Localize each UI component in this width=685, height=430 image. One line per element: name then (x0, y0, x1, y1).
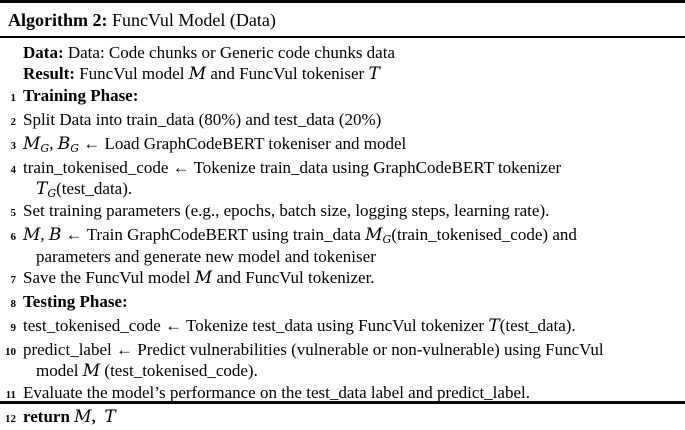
math-symbol: $M_G$ (365, 225, 392, 246)
math-symbol: M (82, 361, 101, 381)
line-text (23, 267, 681, 289)
math-symbol: T (488, 316, 500, 336)
algorithm-caption-title: FuncVul Model (Data) (107, 10, 276, 30)
line-number: 10 (5, 346, 16, 358)
text-segment: predict_label ← Predict vulnerabilities (vulnerable or non-vulnerable) using FuncVul (23, 340, 604, 359)
text-segment: , (49, 134, 58, 153)
algorithm-line (0, 339, 681, 382)
line-text (23, 291, 681, 312)
algorithm-body (0, 38, 685, 430)
line-number: 12 (5, 413, 16, 425)
line-text (23, 339, 681, 382)
line-text (23, 85, 681, 106)
text-segment: ← Train GraphCodeBERT using train_data (61, 225, 366, 244)
text-segment: Split Data into train_data (80%) and test_data (20%) (23, 110, 382, 129)
text-segment: , (40, 225, 49, 244)
algorithm-line (0, 133, 681, 157)
line-text (23, 406, 681, 428)
algorithm-line (0, 85, 681, 109)
text-segment: Training Phase: (23, 86, 139, 105)
math-symbol: T (104, 407, 116, 427)
algorithm-line (0, 63, 681, 85)
text-segment: test_tokenised_code ← Tokenize test_data using FuncVul tokenizer (23, 316, 489, 335)
line-number: 1 (10, 92, 16, 104)
line-number: 9 (10, 322, 16, 334)
algorithm-line (0, 315, 681, 339)
line-text (23, 224, 681, 267)
text-segment: Testing Phase: (23, 292, 128, 311)
text-segment: return (23, 407, 75, 426)
math-symbol: M (194, 268, 213, 288)
text-segment: Evaluate the model’s performance on the test_data label and predict_label. (23, 383, 530, 402)
math-subscript: G (70, 142, 80, 155)
line-text (23, 42, 681, 63)
text-segment: ← Load GraphCodeBERT tokeniser and model (79, 134, 407, 153)
text-segment: (train_tokenised_code) and (391, 225, 577, 244)
math-subscript: G (40, 142, 50, 155)
algorithm-line (0, 267, 681, 291)
text-segment: and FuncVul tokenizer. (212, 268, 375, 287)
math-symbol: $T_G$ (36, 179, 57, 200)
algorithm-line (0, 200, 681, 224)
algorithm-line (0, 42, 681, 63)
text-segment: Result: (23, 64, 80, 83)
algorithm-line (0, 109, 681, 133)
math-symbol: T (368, 64, 380, 84)
text-segment: Data: (23, 43, 68, 62)
line-text (23, 315, 681, 337)
line-number: 3 (10, 140, 16, 152)
line-number: 4 (10, 164, 16, 176)
text-segment: Data: Code chunks or Generic code chunks data (67, 43, 395, 62)
line-number: 7 (10, 274, 16, 286)
algorithm-caption-label: Algorithm 2: (8, 10, 108, 30)
math-symbol: M (188, 64, 207, 84)
text-segment: Save the FuncVul model (23, 268, 195, 287)
math-subscript: G (47, 187, 57, 200)
line-text (23, 133, 681, 155)
algorithm-line (0, 224, 681, 267)
line-number: 2 (10, 116, 16, 128)
math-subscript: G (382, 233, 392, 246)
line-text (23, 200, 681, 221)
math-symbol: $B_G$ (57, 134, 80, 155)
math-symbol: B (48, 225, 62, 245)
algorithm-line (0, 406, 681, 430)
algorithm-line (0, 291, 681, 315)
text-segment: FuncVul model (79, 64, 189, 83)
line-text (23, 63, 681, 85)
text-segment: (test_data). (499, 316, 576, 335)
line-text (23, 157, 681, 200)
text-segment: train_tokenised_code ← Tokenize train_data using GraphCodeBERT tokenizer (23, 158, 562, 177)
math-symbol: M (74, 407, 92, 427)
text-segment: (test_data). (56, 179, 133, 198)
math-symbol: $M_G$ (23, 134, 50, 155)
line-text (23, 382, 681, 403)
text-segment: Set training parameters (e.g., epochs, batch size, logging steps, learning rate). (23, 201, 550, 220)
text-segment: model (36, 361, 83, 380)
algorithm-line (0, 157, 681, 200)
text-segment: , (91, 407, 105, 426)
line-number: 6 (10, 231, 16, 243)
text-segment: (test_tokenised_code). (100, 361, 258, 380)
text-segment: and FuncVul tokeniser (206, 64, 369, 83)
line-number: 11 (5, 389, 16, 401)
algorithm-caption (0, 3, 685, 38)
line-number: 5 (10, 207, 16, 219)
math-symbol: M (23, 225, 41, 245)
algorithm-line (0, 382, 681, 406)
line-text (23, 109, 681, 130)
text-segment: parameters and generate new model and tokeniser (36, 247, 376, 266)
line-number: 8 (10, 298, 16, 310)
